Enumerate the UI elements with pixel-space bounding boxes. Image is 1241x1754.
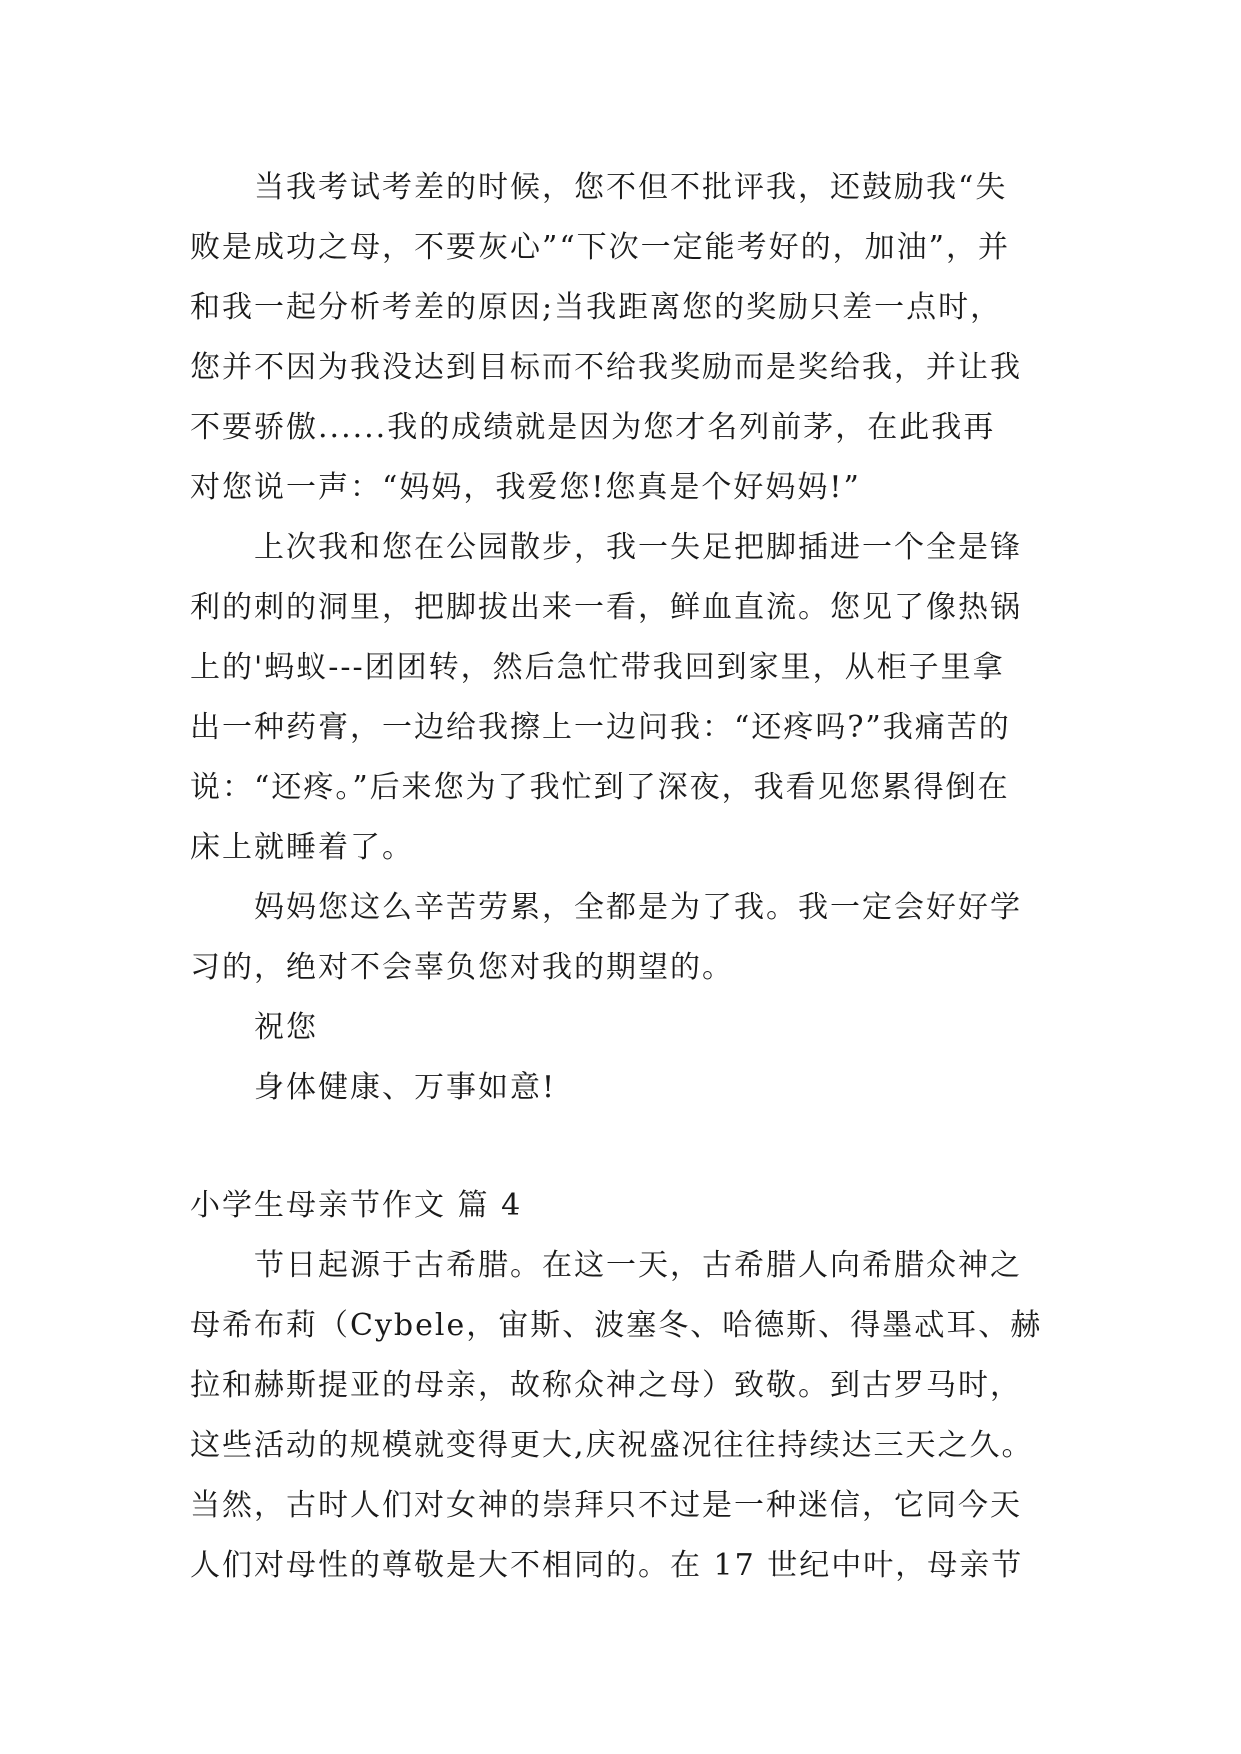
text-line: 出一种药膏，一边给我擦上一边问我：“还疼吗?”我痛苦的	[190, 710, 1011, 745]
text-line: 和我一起分析考差的原因;当我距离您的奖励只差一点时，	[190, 290, 1003, 325]
text-line: 当我考试考差的时候，您不但不批评我，还鼓励我“失	[254, 170, 1008, 205]
closing-block	[190, 998, 1060, 1118]
text-line: 上次我和您在公园散步，我一失足把脚插进一个全是锋	[254, 530, 1022, 565]
closing-blessing: 身体健康、万事如意!	[254, 1070, 557, 1105]
text-line: 人们对母性的尊敬是大不相同的。在 17 世纪中叶，母亲节	[190, 1548, 1024, 1583]
text-line: 败是成功之母，不要灰心”“下次一定能考好的，加油”，并	[190, 230, 1011, 265]
text-line: 您并不因为我没达到目标而不给我奖励而是奖给我，并让我	[190, 350, 1022, 385]
text-line: 习的，绝对不会辜负您对我的期望的。	[190, 950, 734, 985]
paragraph-promise	[190, 878, 1060, 998]
section-heading: 小学生母亲节作文 篇 4	[190, 1188, 523, 1223]
paragraph-exam-encouragement	[190, 158, 1060, 518]
text-line: 不要骄傲......我的成绩就是因为您才名列前茅，在此我再	[190, 410, 996, 445]
text-line: 这些活动的规模就变得更大,庆祝盛况往往持续达三天之久。	[190, 1428, 1034, 1463]
closing-wish: 祝您	[254, 1010, 318, 1045]
text-line: 上的'蚂蚁---团团转，然后急忙带我回到家里，从柜子里拿	[190, 650, 1005, 685]
section-spacer	[190, 1118, 1060, 1176]
text-line: 拉和赫斯提亚的母亲，故称众神之母）致敬。到古罗马时，	[190, 1368, 1022, 1403]
document-page	[190, 158, 1060, 1596]
text-line: 对您说一声：“妈妈，我爱您!您真是个好妈妈!”	[190, 470, 861, 505]
text-line: 母希布莉（Cybele，宙斯、波塞冬、哈德斯、得墨忒耳、赫	[190, 1308, 1043, 1343]
text-line: 妈妈您这么辛苦劳累，全都是为了我。我一定会好好学	[254, 890, 1022, 925]
paragraph-origin	[190, 1236, 1060, 1596]
text-line: 节日起源于古希腊。在这一天，古希腊人向希腊众神之	[254, 1248, 1022, 1283]
text-line: 当然，古时人们对女神的崇拜只不过是一种迷信，它同今天	[190, 1488, 1022, 1523]
text-line: 床上就睡着了。	[190, 830, 414, 865]
paragraph-park-walk	[190, 518, 1060, 878]
text-line: 利的刺的洞里，把脚拔出来一看，鲜血直流。您见了像热锅	[190, 590, 1022, 625]
text-line: 说：“还疼。”后来您为了我忙到了深夜，我看见您累得倒在	[190, 770, 1010, 805]
